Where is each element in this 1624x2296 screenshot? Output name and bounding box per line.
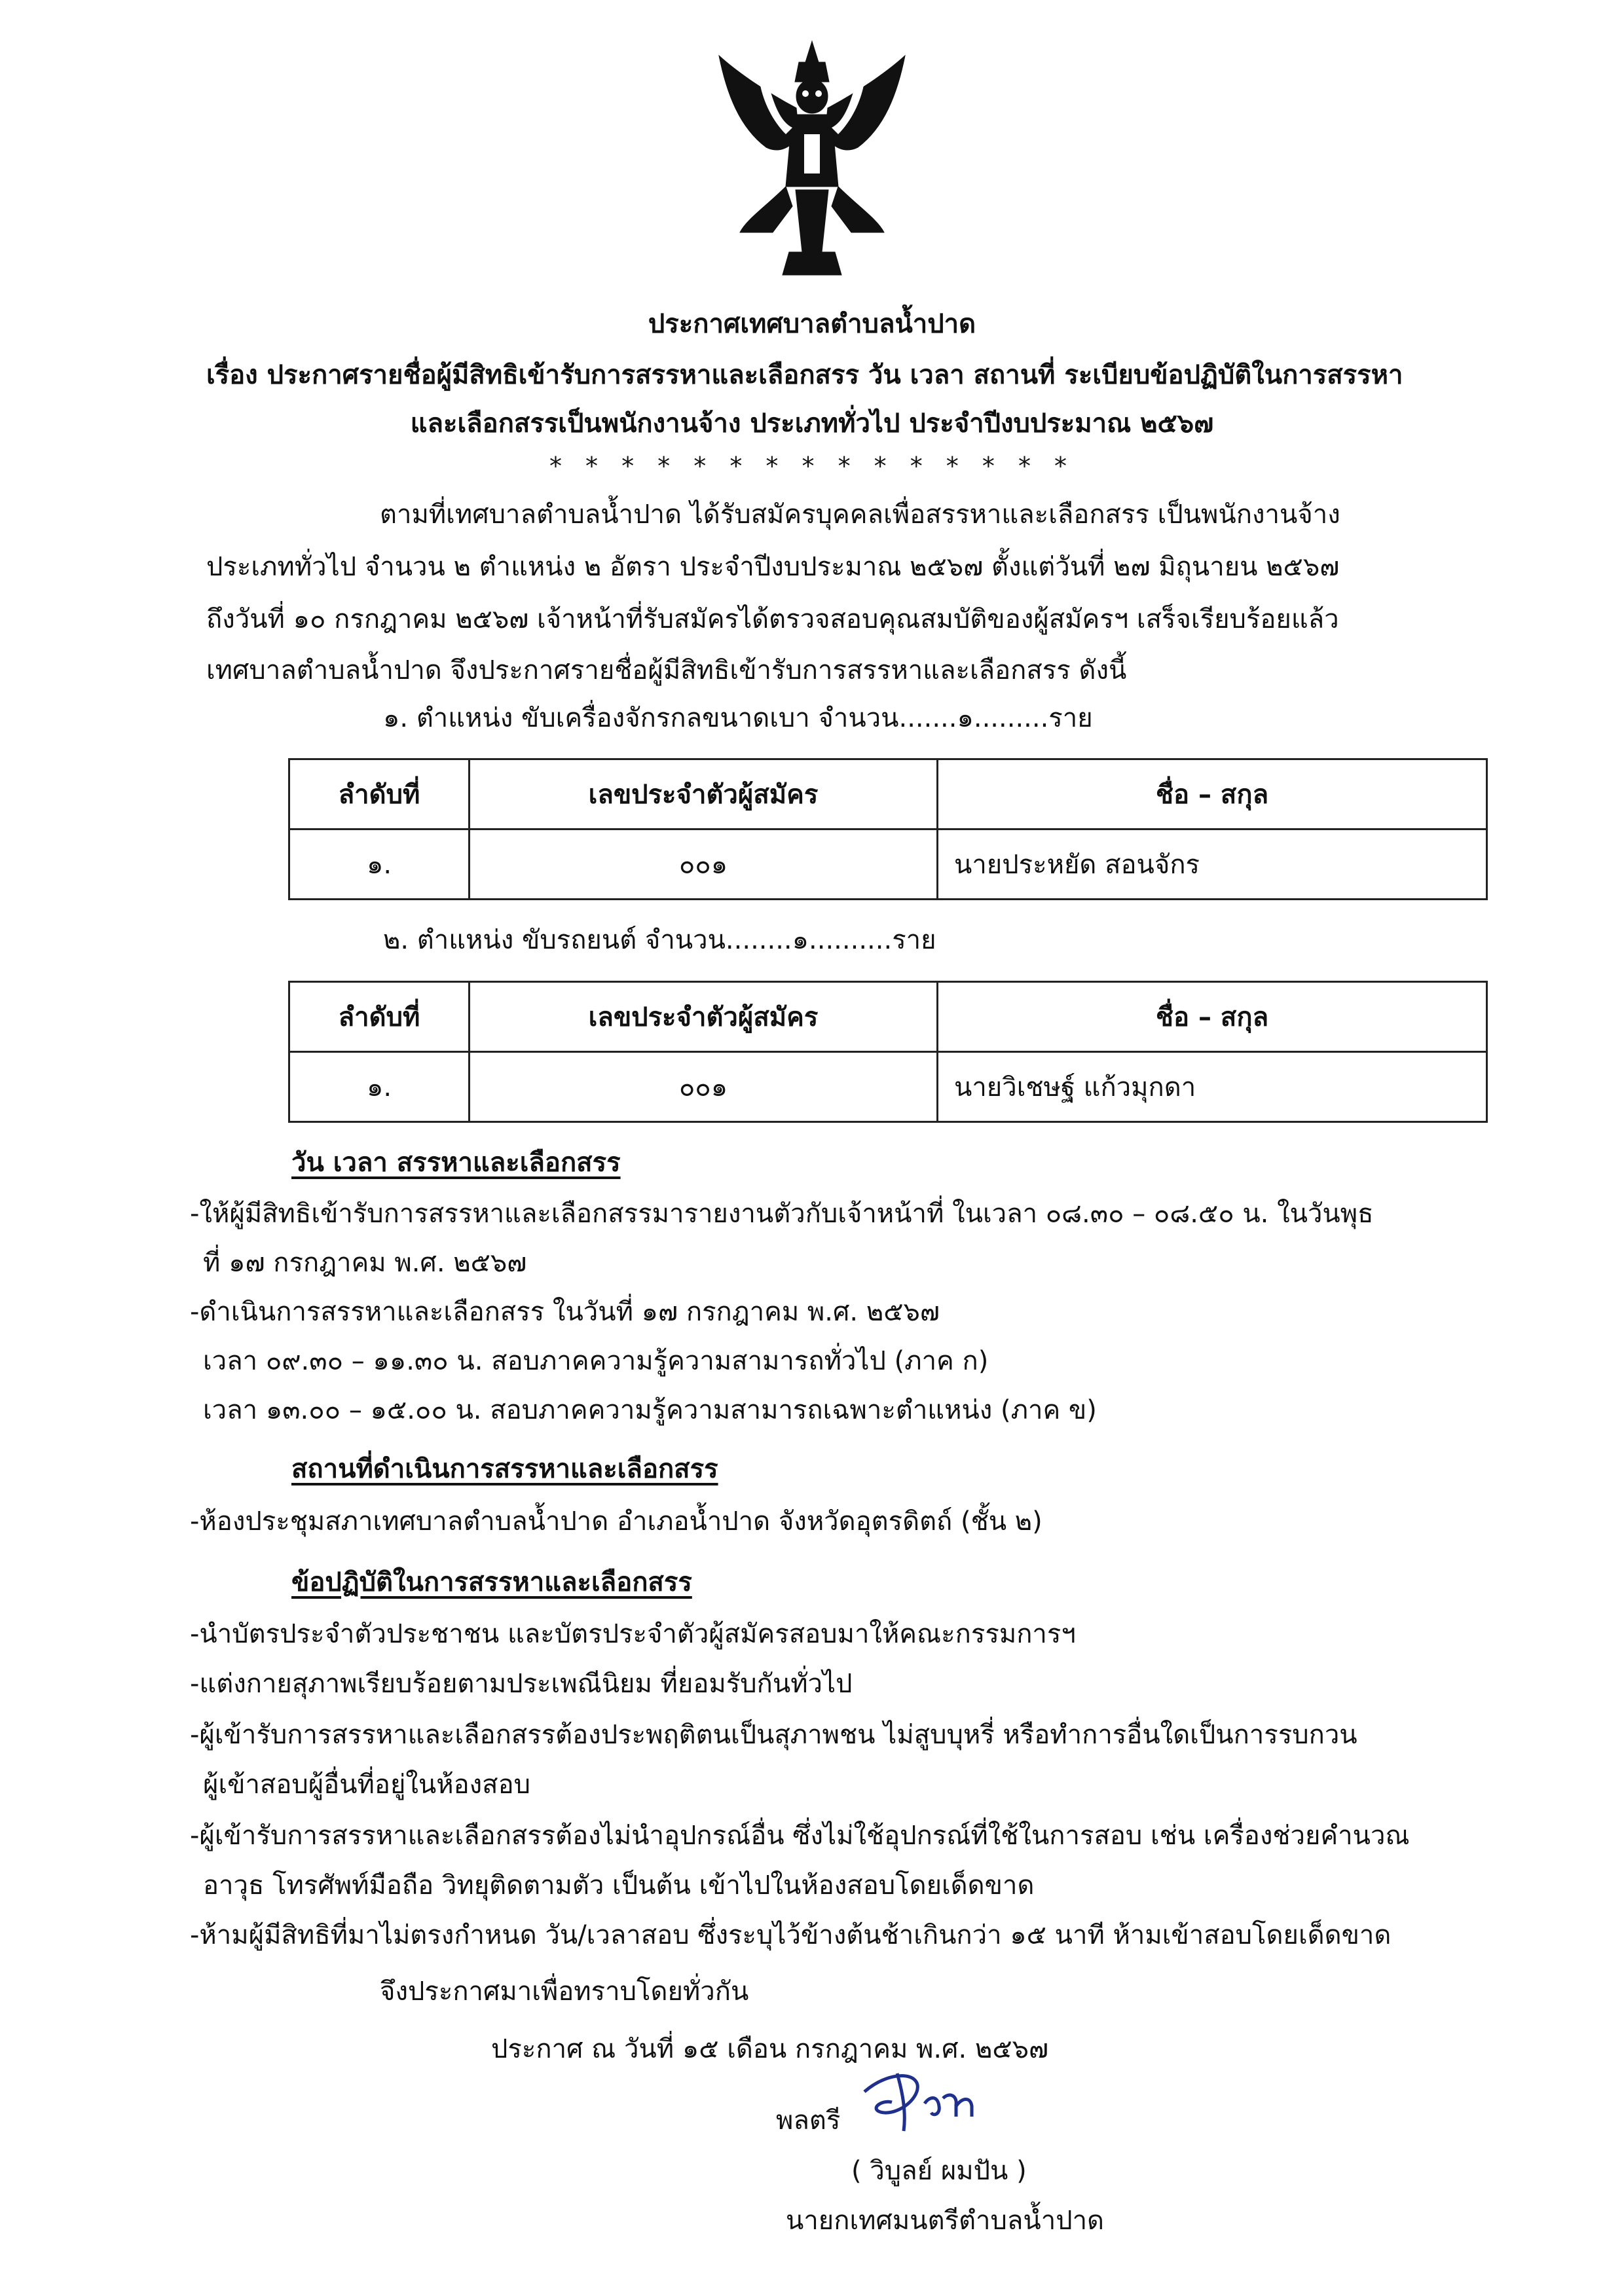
venue-line-1: -ห้องประชุมสภาเทศบาลตำบลน้ำปาด อำเภอน้ำปาด จังหวัดอุตรดิตถ์ (ชั้น ๒)	[190, 1506, 1043, 1537]
intro-line-4: เทศบาลตำบลน้ำปาด จึงประกาศรายชื่อผู้มีสิทธิเข้ารับการสรรหาและเลือกสรร ดังนี้	[206, 655, 1127, 685]
cell-no: ๑.	[289, 829, 470, 900]
intro-line-2: ประเภททั่วไป จำนวน ๒ ตำแหน่ง ๒ อัตรา ประจำปีงบประมาณ ๒๕๖๗ ตั้งแต่วันที่ ๒๗ มิถุนายน ๒๕๖๗	[206, 552, 1340, 582]
subject-line-1: เรื่อง ประกาศรายชื่อผู้มีสิทธิเข้ารับการสรรหาและเลือกสรร วัน เวลา สถานที่ ระเบียบข้อปฏิบัติในการสรรหา	[206, 360, 1403, 390]
intro-line-1: ตามที่เทศบาลตำบลน้ำปาด ได้รับสมัครบุคคลเพื่อสรรหาและเลือกสรร เป็นพนักงานจ้าง	[380, 500, 1340, 530]
garuda-emblem	[714, 36, 910, 278]
rules-line-7: -ห้ามผู้มีสิทธิที่มาไม่ตรงกำหนด วัน/เวลาสอบ ซึ่งระบุไว้ข้างต้นช้าเกินกว่า ๑๕ นาที ห้ามเข้าสอบโดยเด็ดขาด	[190, 1920, 1392, 1950]
cell-name: นายประหยัด สอนจักร	[938, 829, 1487, 900]
announcement-title: ประกาศเทศบาลตำบลน้ำปาด	[648, 309, 976, 339]
column-header-applicant-id: เลขประจำตัวผู้สมัคร	[470, 759, 938, 829]
column-header-applicant-id: เลขประจำตัวผู้สมัคร	[470, 982, 938, 1052]
cell-applicant-id: ๐๐๑	[470, 829, 938, 900]
signatory-name: ( วิบูลย์ ผมปัน )	[851, 2156, 1027, 2186]
position-2-heading: ๒. ตำแหน่ง ขับรถยนต์ จำนวน........๑..........ราย	[383, 925, 936, 955]
column-header-no: ลำดับที่	[289, 759, 470, 829]
schedule-heading: วัน เวลา สรรหาและเลือกสรร	[291, 1148, 621, 1178]
column-header-name: ชื่อ – สกุล	[938, 759, 1487, 829]
table-row	[289, 829, 1487, 900]
subject-line-2: และเลือกสรรเป็นพนักงานจ้าง ประเภททั่วไป ประจำปีงบประมาณ ๒๕๖๗	[410, 409, 1214, 439]
handwritten-signature	[851, 2066, 1008, 2138]
table-row	[289, 1052, 1487, 1122]
schedule-line-1: -ให้ผู้มีสิทธิเข้ารับการสรรหาและเลือกสรรมารายงานตัวกับเจ้าหน้าที่ ในเวลา ๐๘.๓๐ – ๐๘.๕๐ น. ในวันพุธ	[190, 1199, 1374, 1229]
schedule-line-4: เวลา ๐๙.๓๐ – ๑๑.๓๐ น. สอบภาคความรู้ความสามารถทั่วไป (ภาค ก)	[203, 1346, 989, 1376]
rules-line-2: -แต่งกายสุภาพเรียบร้อยตามประเพณีนิยม ที่ยอมรับกันทั่วไป	[190, 1669, 853, 1699]
rules-line-4: ผู้เข้าสอบผู้อื่นที่อยู่ในห้องสอบ	[203, 1770, 530, 1800]
announcement-date: ประกาศ ณ วันที่ ๑๕ เดือน กรกฎาคม พ.ศ. ๒๕๖๗	[491, 2034, 1049, 2064]
rules-heading: ข้อปฏิบัติในการสรรหาและเลือกสรร	[291, 1567, 692, 1597]
rules-line-1: -นำบัตรประจำตัวประชาชน และบัตรประจำตัวผู้สมัครสอบมาให้คณะกรรมการฯ	[190, 1619, 1076, 1649]
column-header-no: ลำดับที่	[289, 982, 470, 1052]
intro-line-3: ถึงวันที่ ๑๐ กรกฎาคม ๒๕๖๗ เจ้าหน้าที่รับสมัครได้ตรวจสอบคุณสมบัติของผู้สมัครฯ เสร็จเรียบร้อยแล้ว	[206, 604, 1339, 634]
position-1-table	[288, 758, 1488, 900]
column-header-name: ชื่อ – สกุล	[938, 982, 1487, 1052]
cell-applicant-id: ๐๐๑	[470, 1052, 938, 1122]
rules-line-6: อาวุธ โทรศัพท์มือถือ วิทยุติดตามตัว เป็นต้น เข้าไปในห้องสอบโดยเด็ดขาด	[203, 1870, 1035, 1901]
cell-name: นายวิเชษฐ์ แก้วมุกดา	[938, 1052, 1487, 1122]
cell-no: ๑.	[289, 1052, 470, 1122]
signatory-rank: พลตรี	[776, 2105, 841, 2136]
signatory-position: นายกเทศมนตรีตำบลน้ำปาด	[786, 2206, 1105, 2236]
closing-line: จึงประกาศมาเพื่อทราบโดยทั่วกัน	[380, 1977, 749, 2007]
venue-heading: สถานที่ดำเนินการสรรหาและเลือกสรร	[291, 1454, 718, 1484]
table-header-row	[289, 982, 1487, 1052]
table-header-row	[289, 759, 1487, 829]
schedule-line-5: เวลา ๑๓.๐๐ – ๑๕.๐๐ น. สอบภาคความรู้ความสามารถเฉพาะตำแหน่ง (ภาค ข)	[203, 1395, 1097, 1425]
separator-stars: * * * * * * * * * * * * * * *	[549, 452, 1075, 481]
rules-line-3: -ผู้เข้ารับการสรรหาและเลือกสรรต้องประพฤติตนเป็นสุภาพชน ไม่สูบบุหรี่ หรือทำการอื่นใดเป็นการรบกวน	[190, 1720, 1357, 1750]
position-1-heading: ๑. ตำแหน่ง ขับเครื่องจักรกลขนาดเบา จำนวน.......๑.........ราย	[383, 703, 1093, 733]
position-2-table	[288, 981, 1488, 1123]
schedule-line-3: -ดำเนินการสรรหาและเลือกสรร ในวันที่ ๑๗ กรกฎาคม พ.ศ. ๒๕๖๗	[190, 1297, 940, 1327]
schedule-line-2: ที่ ๑๗ กรกฎาคม พ.ศ. ๒๕๖๗	[203, 1248, 527, 1278]
rules-line-5: -ผู้เข้ารับการสรรหาและเลือกสรรต้องไม่นำอุปกรณ์อื่น ซึ่งไม่ใช้อุปกรณ์ที่ใช้ในการสอบ เช่น เครื่องช่วยคำนวณ	[190, 1821, 1410, 1851]
